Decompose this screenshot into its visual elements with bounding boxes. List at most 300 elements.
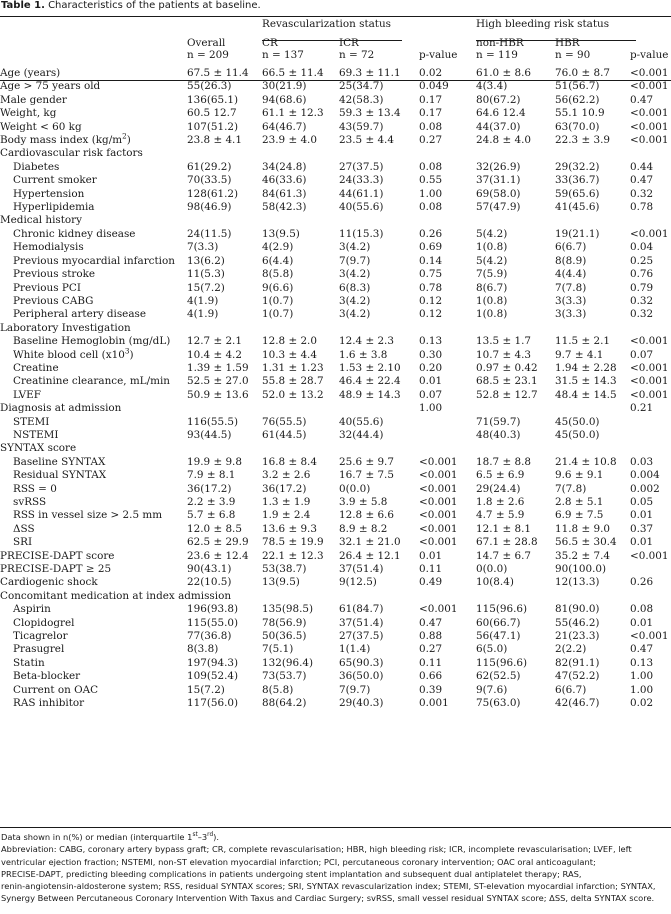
icr-value: 40(55.6) bbox=[339, 201, 384, 214]
p-value-hbr bbox=[630, 590, 671, 603]
p-value-revasc: 0.66 bbox=[419, 670, 443, 683]
overall-value: 4(1.9) bbox=[187, 308, 219, 321]
p-value-hbr: <0.001 bbox=[630, 388, 669, 401]
header-col-row bbox=[0, 37, 671, 49]
row-label: Baseline SYNTAX bbox=[13, 455, 106, 468]
icr-value: 46.4 ± 22.4 bbox=[339, 375, 401, 388]
overall-value: 61(29.2) bbox=[187, 160, 232, 173]
hbr-value bbox=[555, 147, 630, 160]
cr-value: 50(36.5) bbox=[262, 630, 307, 643]
overall-value: 10.4 ± 4.2 bbox=[187, 348, 242, 361]
cr-value: 73(53.7) bbox=[262, 670, 307, 683]
p-value-hbr: 0.47 bbox=[630, 93, 654, 106]
p-value-hbr: 0.25 bbox=[630, 254, 654, 267]
p-value-revasc: <0.001 bbox=[419, 482, 458, 495]
row-label: Statin bbox=[13, 656, 45, 669]
row-label: Laboratory Investigation bbox=[0, 321, 131, 334]
p-value-revasc: 1.00 bbox=[419, 187, 443, 200]
p-value-revasc: <0.001 bbox=[419, 522, 458, 535]
nonhbr-value: 5(4.2) bbox=[476, 227, 508, 240]
section-header-row bbox=[0, 442, 671, 455]
section-header-row bbox=[0, 147, 671, 160]
p-value-hbr bbox=[630, 563, 671, 576]
hbr-value: 56.5 ± 30.4 bbox=[555, 536, 617, 549]
nonhbr-value: 60(66.7) bbox=[476, 616, 521, 629]
cr-value: 61(44.5) bbox=[262, 428, 307, 441]
nonhbr-value: 14.7 ± 6.7 bbox=[476, 549, 531, 562]
icr-value: 3(4.2) bbox=[339, 268, 371, 281]
icr-value: 3(4.2) bbox=[339, 308, 371, 321]
table-row bbox=[0, 523, 671, 536]
nonhbr-value: 5(4.2) bbox=[476, 254, 508, 267]
nonhbr-value: 10.7 ± 4.3 bbox=[476, 348, 531, 361]
p-value-revasc: 0.08 bbox=[419, 120, 443, 133]
hbr-value: 81(90.0) bbox=[555, 603, 600, 616]
row-label: Previous myocardial infarction bbox=[13, 254, 175, 267]
section-header-row bbox=[0, 590, 671, 603]
cr-value: 135(98.5) bbox=[262, 603, 314, 616]
icr-value: 69.3 ± 11.1 bbox=[339, 67, 401, 79]
cr-value bbox=[262, 147, 339, 160]
table-title: Characteristics of the patients at baseline. bbox=[48, 0, 261, 11]
p-value-revasc: 0.049 bbox=[419, 80, 449, 93]
p-value-hbr bbox=[630, 416, 671, 429]
table-row bbox=[0, 469, 671, 482]
p-value-hbr: <0.001 bbox=[630, 630, 669, 643]
p-value-hbr: <0.001 bbox=[630, 120, 669, 133]
overall-value bbox=[187, 442, 262, 455]
nonhbr-value: 9(7.6) bbox=[476, 683, 508, 696]
p-value-revasc: <0.001 bbox=[419, 536, 458, 549]
table-row bbox=[0, 268, 671, 281]
nonhbr-value: 44(37.0) bbox=[476, 120, 521, 133]
overall-value: 62.5 ± 29.9 bbox=[187, 536, 249, 549]
nonhbr-value: 1(0.8) bbox=[476, 294, 508, 307]
overall-value: 1.39 ± 1.59 bbox=[187, 361, 249, 374]
icr-value: 1(1.4) bbox=[339, 643, 371, 656]
hbr-value: 7(7.8) bbox=[555, 482, 587, 495]
icr-value: 6(8.3) bbox=[339, 281, 371, 294]
hbr-value: 6.9 ± 7.5 bbox=[555, 509, 604, 522]
icr-value bbox=[339, 147, 419, 160]
table-row bbox=[0, 241, 671, 254]
hbr-value: 7(7.8) bbox=[555, 281, 587, 294]
nonhbr-value: 56(47.1) bbox=[476, 630, 521, 643]
header-group-row bbox=[0, 17, 671, 31]
nonhbr-value: 4.7 ± 5.9 bbox=[476, 509, 525, 522]
row-label: PRECISE-DAPT score bbox=[0, 549, 115, 562]
hbr-value: 6(6.7) bbox=[555, 683, 587, 696]
p-value-revasc: 0.17 bbox=[419, 93, 443, 106]
table-row bbox=[0, 228, 671, 241]
table-row bbox=[0, 563, 671, 576]
hbr-value: 3(3.3) bbox=[555, 294, 587, 307]
overall-value: 107(51.2) bbox=[187, 120, 239, 133]
p-value-revasc: 0.01 bbox=[419, 549, 443, 562]
cr-header: CR bbox=[262, 37, 278, 49]
row-label: Creatinine clearance, mL/min bbox=[13, 375, 170, 388]
hbr-value: 63(70.0) bbox=[555, 120, 600, 133]
table-row bbox=[0, 576, 671, 589]
overall-value: 22(10.5) bbox=[187, 576, 232, 589]
row-label: RAS inhibitor bbox=[13, 697, 85, 710]
p-value-hbr: 0.32 bbox=[630, 308, 654, 321]
p-value-hbr: 0.78 bbox=[630, 201, 654, 214]
icr-value: 29(40.3) bbox=[339, 697, 384, 710]
p-value-revasc: 0.27 bbox=[419, 643, 443, 656]
p-value-revasc: 0.12 bbox=[419, 308, 443, 321]
table-row bbox=[0, 282, 671, 295]
table-row bbox=[0, 375, 671, 388]
icr-value: 26.4 ± 12.1 bbox=[339, 549, 401, 562]
icr-value: 42(58.3) bbox=[339, 93, 384, 106]
nonhbr-value bbox=[476, 402, 555, 415]
overall-value bbox=[187, 147, 262, 160]
row-label: STEMI bbox=[13, 415, 50, 428]
icr-value: 12.4 ± 2.3 bbox=[339, 335, 394, 348]
cr-value: 22.1 ± 12.3 bbox=[262, 549, 324, 562]
icr-value: 7(9.7) bbox=[339, 254, 371, 267]
hbr-value: 22.3 ± 3.9 bbox=[555, 134, 610, 147]
p-value-hbr: <0.001 bbox=[630, 80, 669, 93]
row-label: SYNTAX score bbox=[0, 442, 77, 455]
row-label: Aspirin bbox=[13, 603, 51, 616]
nonhbr-value: 13.5 ± 1.7 bbox=[476, 335, 531, 348]
table-caption bbox=[1, 0, 261, 12]
hbr-value: 42(46.7) bbox=[555, 697, 600, 710]
row-label: LVEF bbox=[13, 388, 41, 401]
nonhbr-value: 1(0.8) bbox=[476, 308, 508, 321]
table-row bbox=[0, 107, 671, 120]
cr-value: 88(64.2) bbox=[262, 697, 307, 710]
overall-value bbox=[187, 214, 262, 227]
overall-value: 12.7 ± 2.1 bbox=[187, 335, 242, 348]
p-value-hbr: <0.001 bbox=[630, 375, 669, 388]
table-row bbox=[0, 362, 671, 375]
cr-value: 58(42.3) bbox=[262, 201, 307, 214]
p-value-hbr bbox=[630, 147, 671, 160]
row-label: Peripheral artery disease bbox=[13, 308, 147, 321]
p-value-hbr: 1.00 bbox=[630, 670, 654, 683]
p-value-revasc: 0.78 bbox=[419, 281, 443, 294]
row-label: Weight, kg bbox=[0, 107, 57, 120]
table-row bbox=[0, 188, 671, 201]
hbr-value: 45(50.0) bbox=[555, 428, 600, 441]
cr-value bbox=[262, 214, 339, 227]
hbr-value: 51(56.7) bbox=[555, 80, 600, 93]
p-value-revasc: 0.26 bbox=[419, 227, 443, 240]
overall-value: 24(11.5) bbox=[187, 227, 232, 240]
header-n-row bbox=[0, 49, 671, 61]
table-row bbox=[0, 161, 671, 174]
table-row bbox=[0, 617, 671, 630]
p-value-revasc: 0.13 bbox=[419, 335, 443, 348]
p-value-revasc: 0.75 bbox=[419, 268, 443, 281]
row-label: Hyperlipidemia bbox=[13, 201, 95, 214]
overall-value: 98(46.9) bbox=[187, 201, 232, 214]
hbr-value: 55.1 10.9 bbox=[555, 107, 605, 120]
nonhbr-value: 62(52.5) bbox=[476, 670, 521, 683]
icr-value: 37(51.4) bbox=[339, 616, 384, 629]
p-value-revasc: <0.001 bbox=[419, 603, 458, 616]
p-value-revasc: 0.01 bbox=[419, 375, 443, 388]
hbr-n: n = 90 bbox=[555, 49, 591, 61]
p-value-revasc: 0.02 bbox=[419, 67, 443, 79]
table-row bbox=[0, 697, 671, 710]
p-value-hbr: <0.001 bbox=[630, 227, 669, 240]
nonhbr-value bbox=[476, 442, 555, 455]
hbr-value: 21.4 ± 10.8 bbox=[555, 455, 617, 468]
cr-value: 16.8 ± 8.4 bbox=[262, 455, 317, 468]
cr-value: 36(17.2) bbox=[262, 482, 307, 495]
table-row bbox=[0, 456, 671, 469]
overall-value: 36(17.2) bbox=[187, 482, 232, 495]
row-label: Clopidogrel bbox=[13, 616, 75, 629]
icr-value: 7(9.7) bbox=[339, 683, 371, 696]
table-row bbox=[0, 389, 671, 402]
abbrev-line-5: Synergy Between Percutaneous Coronary Intervention With Taxus and Cardiac Surgery; svRSS, small vessel residual SYNTAX score; ΔSS, delta SYNTAX score. bbox=[1, 893, 655, 904]
p-value-hbr: 1.00 bbox=[630, 683, 654, 696]
overall-value: 5.7 ± 6.8 bbox=[187, 509, 236, 522]
section-header-row bbox=[0, 322, 671, 335]
row-label: Body mass index $(kg/m^2)$ bbox=[0, 131, 131, 147]
hbr-value: 8(8.9) bbox=[555, 254, 587, 267]
hbr-value: 11.5 ± 2.1 bbox=[555, 335, 610, 348]
p-value-revasc bbox=[419, 147, 476, 160]
row-label: NSTEMI bbox=[13, 428, 59, 441]
row-label: ΔSS bbox=[13, 522, 35, 535]
p-value-hbr: 0.01 bbox=[630, 536, 654, 549]
overall-value: 15(7.2) bbox=[187, 281, 225, 294]
table-label: Table 1. bbox=[1, 0, 45, 11]
overall-value: 116(55.5) bbox=[187, 415, 239, 428]
p-value-revasc: 0.30 bbox=[419, 348, 443, 361]
overall-value: 7(3.3) bbox=[187, 241, 219, 254]
p-value-hbr: 0.21 bbox=[630, 402, 654, 415]
table-row bbox=[0, 80, 671, 93]
table-row bbox=[0, 483, 671, 496]
nonhbr-value: 71(59.7) bbox=[476, 415, 521, 428]
abbrev-line-2: ventricular ejection fraction; NSTEMI, non-ST elevation myocardial infarction; PCI, percutaneous coronary intervention; OAC oral anticoagulant; bbox=[1, 856, 596, 867]
cr-value: 1.3 ± 1.9 bbox=[262, 496, 311, 508]
row-label: Baseline Hemoglobin (mg/dL) bbox=[13, 335, 171, 348]
hbr-value: 47(52.2) bbox=[555, 670, 600, 683]
table-row bbox=[0, 429, 671, 442]
icr-value: 1.53 ± 2.10 bbox=[339, 361, 401, 374]
section-header-row bbox=[0, 402, 671, 415]
p-value-hbr: 0.76 bbox=[630, 268, 654, 281]
p-value-revasc: <0.001 bbox=[419, 496, 458, 508]
table-row bbox=[0, 349, 671, 362]
nonhbr-n: n = 119 bbox=[476, 49, 518, 61]
overall-value: 4(1.9) bbox=[187, 294, 219, 307]
nonhbr-value: 115(96.6) bbox=[476, 656, 528, 669]
row-label: Current smoker bbox=[13, 174, 97, 187]
table-row bbox=[0, 134, 671, 147]
overall-value: 136(65.1) bbox=[187, 93, 239, 106]
cr-value: 78.5 ± 19.9 bbox=[262, 536, 324, 549]
nonhbr-value bbox=[476, 147, 555, 160]
p-value-hbr bbox=[630, 429, 671, 442]
icr-value: 9(12.5) bbox=[339, 576, 377, 589]
nonhbr-value: 24.8 ± 4.0 bbox=[476, 134, 531, 147]
hbr-value bbox=[555, 590, 630, 603]
cr-value: 10.3 ± 4.4 bbox=[262, 348, 317, 361]
table-row bbox=[0, 121, 671, 134]
hbr-value: 19(21.1) bbox=[555, 227, 600, 240]
hbr-value: 33(36.7) bbox=[555, 174, 600, 187]
hbr-value: 11.8 ± 9.0 bbox=[555, 522, 610, 535]
hbr-value bbox=[555, 402, 630, 415]
hbr-status-header: High bleeding risk status bbox=[476, 18, 610, 30]
p-value-hbr: 0.08 bbox=[630, 603, 654, 616]
pvalue-header-2: p-value bbox=[630, 49, 669, 61]
p-value-revasc: <0.001 bbox=[419, 469, 458, 482]
icr-value: 48.9 ± 14.3 bbox=[339, 388, 401, 401]
p-value-revasc: 0.11 bbox=[419, 563, 443, 576]
overall-value: 109(52.4) bbox=[187, 670, 239, 683]
icr-value: 23.5 ± 4.4 bbox=[339, 134, 394, 147]
cr-value: 13(9.5) bbox=[262, 227, 300, 240]
cr-value: 1(0.7) bbox=[262, 294, 294, 307]
p-value-revasc bbox=[419, 442, 476, 455]
nonhbr-value: 0.97 ± 0.42 bbox=[476, 361, 538, 374]
table-footnotes bbox=[1, 831, 670, 905]
p-value-hbr: <0.001 bbox=[630, 67, 669, 79]
table-row bbox=[0, 670, 671, 683]
icr-value: 61(84.7) bbox=[339, 603, 384, 616]
table-row bbox=[0, 684, 671, 697]
p-value-hbr: <0.001 bbox=[630, 134, 669, 147]
p-value-revasc: 0.39 bbox=[419, 683, 443, 696]
hbr-value: 12(13.3) bbox=[555, 576, 600, 589]
p-value-revasc: 0.20 bbox=[419, 361, 443, 374]
cr-value: 84(61.3) bbox=[262, 187, 307, 200]
hbr-value bbox=[555, 214, 630, 227]
p-value-revasc: 1.00 bbox=[419, 402, 443, 415]
overall-value: 52.5 ± 27.0 bbox=[187, 375, 249, 388]
row-label: Age (years) bbox=[0, 67, 61, 79]
icr-value bbox=[339, 214, 419, 227]
icr-value: 36(50.0) bbox=[339, 670, 384, 683]
cr-value: 13.6 ± 9.3 bbox=[262, 522, 317, 535]
p-value-revasc: 0.47 bbox=[419, 616, 443, 629]
nonhbr-value: 69(58.0) bbox=[476, 187, 521, 200]
cr-value: 1(0.7) bbox=[262, 308, 294, 321]
hbr-value: 55(46.2) bbox=[555, 616, 600, 629]
p-value-hbr: 0.44 bbox=[630, 160, 654, 173]
row-label: Male gender bbox=[0, 93, 67, 106]
cr-value: 9(6.6) bbox=[262, 281, 294, 294]
icr-value bbox=[339, 322, 419, 335]
table-bottom-rule bbox=[0, 827, 671, 828]
row-label: Medical history bbox=[0, 214, 83, 227]
row-label: Beta-blocker bbox=[13, 670, 81, 683]
hbr-value: 3(3.3) bbox=[555, 308, 587, 321]
hbr-value: 41(45.6) bbox=[555, 201, 600, 214]
nonhbr-value: 18.7 ± 8.8 bbox=[476, 455, 531, 468]
abbrev-line-1: Abbreviation: CABG, coronary artery bypass graft; CR, complete revascularisation; HBR, high bleeding risk; ICR, incomplete revascularisation; LVEF, left bbox=[1, 844, 632, 855]
p-value-revasc: 0.27 bbox=[419, 134, 443, 147]
hbr-value: 48.4 ± 14.5 bbox=[555, 388, 617, 401]
nonhbr-value: 29(24.4) bbox=[476, 482, 521, 495]
p-value-hbr: 0.79 bbox=[630, 281, 654, 294]
p-value-revasc: 0.69 bbox=[419, 241, 443, 254]
table-row bbox=[0, 603, 671, 616]
cr-value: 23.9 ± 4.0 bbox=[262, 134, 317, 147]
nonhbr-value: 37(31.1) bbox=[476, 174, 521, 187]
p-value-hbr: <0.001 bbox=[630, 361, 669, 374]
row-label: Weight < 60 kg bbox=[0, 120, 82, 133]
icr-value: 11(15.3) bbox=[339, 227, 384, 240]
overall-value: 90(43.1) bbox=[187, 563, 232, 576]
hbr-value: 9.7 ± 4.1 bbox=[555, 348, 604, 361]
cr-value: 76(55.5) bbox=[262, 415, 307, 428]
hbr-value: 21(23.3) bbox=[555, 630, 600, 643]
row-label: Concomitant medication at index admission bbox=[0, 589, 232, 602]
overall-n: n = 209 bbox=[187, 49, 229, 61]
p-value-hbr: 0.01 bbox=[630, 509, 654, 522]
p-value-revasc: <0.001 bbox=[419, 455, 458, 468]
nonhbr-value: 68.5 ± 23.1 bbox=[476, 375, 538, 388]
table-row bbox=[0, 335, 671, 348]
cr-value: 34(24.8) bbox=[262, 160, 307, 173]
p-value-hbr: 0.01 bbox=[630, 616, 654, 629]
icr-value: 59.3 ± 13.4 bbox=[339, 107, 401, 120]
p-value-hbr: 0.32 bbox=[630, 187, 654, 200]
nonhbr-value: 52.8 ± 12.7 bbox=[476, 388, 538, 401]
overall-value: 67.5 ± 11.4 bbox=[187, 67, 249, 79]
cr-value bbox=[262, 590, 339, 603]
icr-value: 3.9 ± 5.8 bbox=[339, 496, 388, 508]
cr-value: 1.31 ± 1.23 bbox=[262, 361, 324, 374]
row-label: Previous CABG bbox=[13, 294, 94, 307]
row-label: Current on OAC bbox=[13, 683, 99, 696]
abbrev-line-3: PRECISE-DAPT, predicting bleeding complications in patients undergoing stent implantation and subsequent dual antiplatelet therapy; RAS, bbox=[1, 868, 582, 879]
row-label: RSS in vessel size > 2.5 mm bbox=[13, 509, 163, 522]
table-row bbox=[0, 550, 671, 563]
cr-value: 53(38.7) bbox=[262, 563, 307, 576]
icr-value: 40(55.6) bbox=[339, 415, 384, 428]
row-label: svRSS bbox=[13, 496, 47, 508]
overall-value bbox=[187, 402, 262, 415]
p-value-hbr: 0.26 bbox=[630, 576, 654, 589]
row-label: Diagnosis at admission bbox=[0, 402, 122, 415]
icr-value: 44(61.1) bbox=[339, 187, 384, 200]
hbr-value: 6(6.7) bbox=[555, 241, 587, 254]
overall-value: 23.6 ± 12.4 bbox=[187, 549, 249, 562]
p-value-revasc: 0.49 bbox=[419, 576, 443, 589]
nonhbr-value: 75(63.0) bbox=[476, 697, 521, 710]
icr-value: 3(4.2) bbox=[339, 241, 371, 254]
table-row bbox=[0, 509, 671, 522]
overall-value: 93(44.5) bbox=[187, 428, 232, 441]
p-value-hbr: 0.004 bbox=[630, 469, 660, 482]
cr-value: 13(9.5) bbox=[262, 576, 300, 589]
hbr-value: 2.8 ± 5.1 bbox=[555, 496, 604, 508]
hbr-value: 29(32.2) bbox=[555, 160, 600, 173]
icr-value: 65(90.3) bbox=[339, 656, 384, 669]
icr-value: 24(33.3) bbox=[339, 174, 384, 187]
cr-value: 4(2.9) bbox=[262, 241, 294, 254]
nonhbr-value bbox=[476, 214, 555, 227]
p-value-hbr: 0.07 bbox=[630, 348, 654, 361]
row-label: SRI bbox=[13, 536, 33, 549]
p-value-revasc: 0.17 bbox=[419, 107, 443, 120]
cr-value: 6(4.4) bbox=[262, 254, 294, 267]
row-label: Cardiogenic shock bbox=[0, 576, 98, 589]
nonhbr-value: 80(67.2) bbox=[476, 93, 521, 106]
